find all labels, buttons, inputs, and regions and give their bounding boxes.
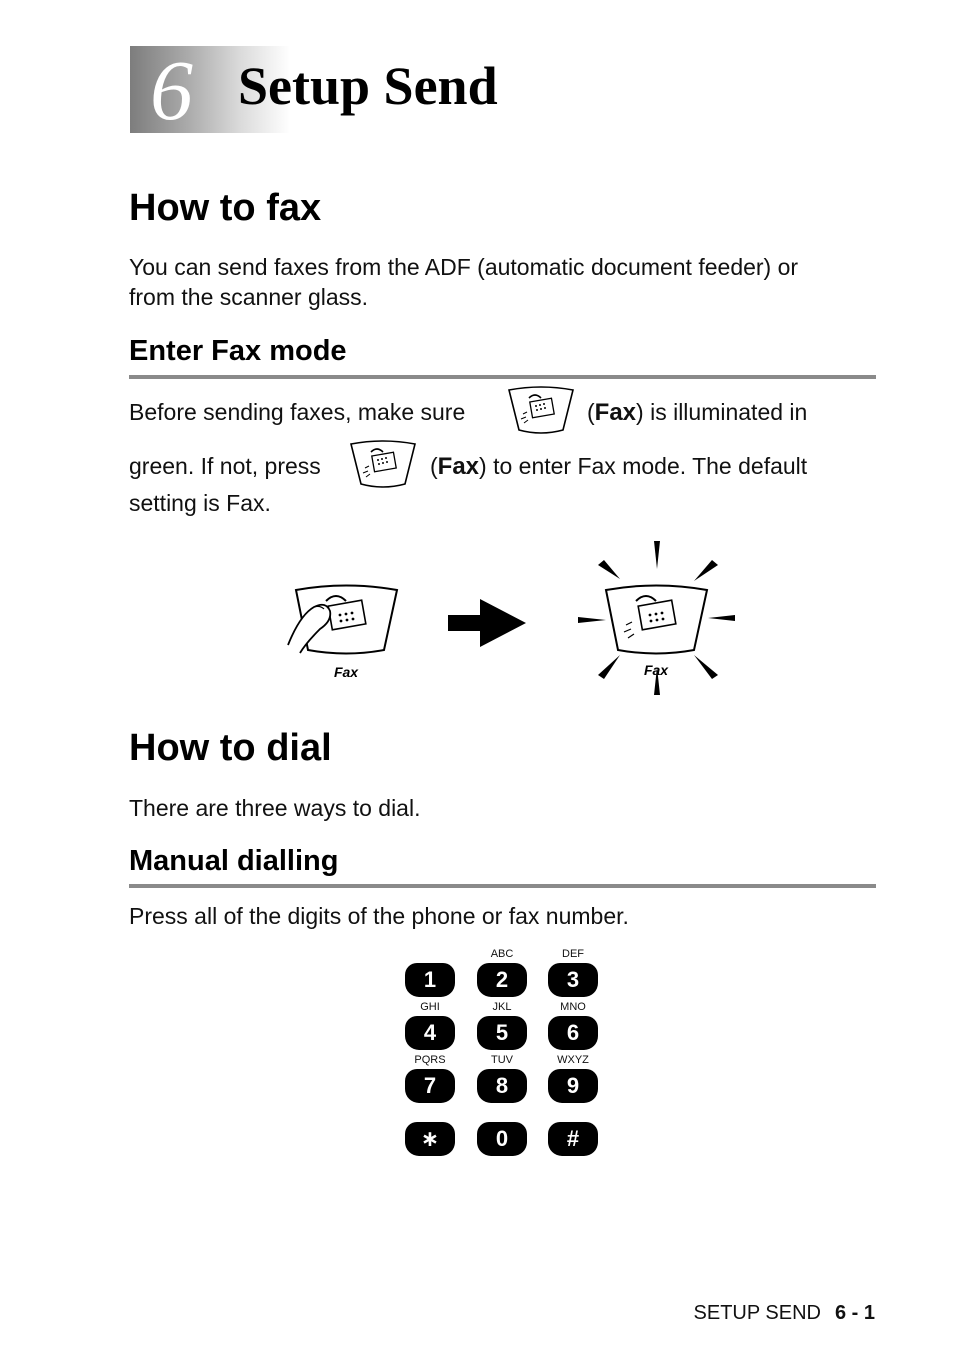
- key-letters: DEF: [562, 948, 584, 960]
- heading-manual-dialling: Manual dialling: [129, 845, 339, 877]
- key-digit: 5: [477, 1016, 527, 1050]
- keypad-key-0[interactable]: [472, 1106, 532, 1158]
- enter-fax-line-2: [129, 451, 321, 481]
- keypad-key-7[interactable]: [400, 1053, 460, 1105]
- key-letters: MNO: [560, 1001, 586, 1013]
- key-digit: 1: [405, 963, 455, 997]
- key-digit: 6: [548, 1016, 598, 1050]
- section-divider: [129, 375, 876, 379]
- page-footer: [694, 1300, 875, 1326]
- key-digit: 9: [548, 1069, 598, 1103]
- keypad-key-4[interactable]: [400, 1000, 460, 1052]
- key-letters: WXYZ: [557, 1054, 589, 1066]
- enter-fax-line-2-tail-text: ) to enter Fax mode. The default: [479, 453, 808, 479]
- enter-fax-line-1-tail-text: ) is illuminated in: [636, 399, 808, 425]
- key-digit: ∗: [405, 1122, 455, 1156]
- key-digit: #: [548, 1122, 598, 1156]
- open-paren: (: [430, 453, 438, 479]
- section-divider: [129, 884, 876, 888]
- heading-how-to-fax: How to fax: [129, 187, 322, 229]
- heading-how-to-dial: How to dial: [129, 727, 332, 769]
- enter-fax-line-2-text: green. If not, press: [129, 453, 321, 479]
- fax-key-icon: [505, 386, 577, 436]
- open-paren: (: [587, 399, 595, 425]
- keypad-key-9[interactable]: [543, 1053, 603, 1105]
- dial-keypad: [400, 945, 610, 1165]
- fax-key-label: Fax: [594, 399, 637, 426]
- fax-mode-illustration: [280, 535, 750, 695]
- keypad-key-3[interactable]: [543, 947, 603, 999]
- keypad-key-6[interactable]: [543, 1000, 603, 1052]
- keypad-key-8[interactable]: [472, 1053, 532, 1105]
- keypad-key-1[interactable]: [400, 947, 460, 999]
- key-letters: PQRS: [414, 1054, 446, 1066]
- key-digit: 2: [477, 963, 527, 997]
- key-digit: 4: [405, 1016, 455, 1050]
- manual-dialling-body: Press all of the digits of the phone or fax number.: [129, 903, 629, 929]
- key-digit: 3: [548, 963, 598, 997]
- chapter-number: 6: [150, 42, 193, 138]
- fax-key-pressed-icon: [288, 586, 397, 654]
- arrow-right-icon: [448, 599, 526, 647]
- heading-enter-fax-mode: Enter Fax mode: [129, 335, 347, 367]
- how-to-fax-intro-line-2: from the scanner glass.: [129, 284, 369, 310]
- keypad-key-star[interactable]: [400, 1106, 460, 1158]
- keypad-key-2[interactable]: [472, 947, 532, 999]
- how-to-dial-intro: There are three ways to dial.: [129, 795, 421, 821]
- fax-key-icon: [347, 440, 419, 490]
- illustration-label-after: Fax: [643, 662, 669, 678]
- enter-fax-line-3: setting is Fax.: [129, 490, 271, 516]
- key-digit: 0: [477, 1122, 527, 1156]
- key-digit: 8: [477, 1069, 527, 1103]
- enter-fax-line-1-text: Before sending faxes, make sure: [129, 399, 466, 425]
- key-letters: TUV: [491, 1054, 513, 1066]
- footer-section: SETUP SEND: [693, 1302, 821, 1324]
- enter-fax-line-2-tail: [430, 451, 807, 482]
- footer-page-number: 6 - 1: [834, 1302, 875, 1324]
- key-digit: 7: [405, 1069, 455, 1103]
- key-letters: ABC: [490, 948, 514, 960]
- enter-fax-line-1-tail: [587, 397, 807, 428]
- chapter-title: Setup Send: [238, 56, 498, 116]
- enter-fax-line-1: [129, 397, 465, 427]
- how-to-fax-intro-line-1: You can send faxes from the ADF (automatic document feeder) or: [129, 254, 799, 280]
- keypad-key-5[interactable]: [472, 1000, 532, 1052]
- keypad-key-hash[interactable]: [543, 1106, 603, 1158]
- key-letters: JKL: [492, 1001, 512, 1013]
- illustration-label-before: Fax: [333, 664, 359, 680]
- key-letters: GHI: [420, 1001, 440, 1013]
- fax-key-label: Fax: [437, 453, 480, 480]
